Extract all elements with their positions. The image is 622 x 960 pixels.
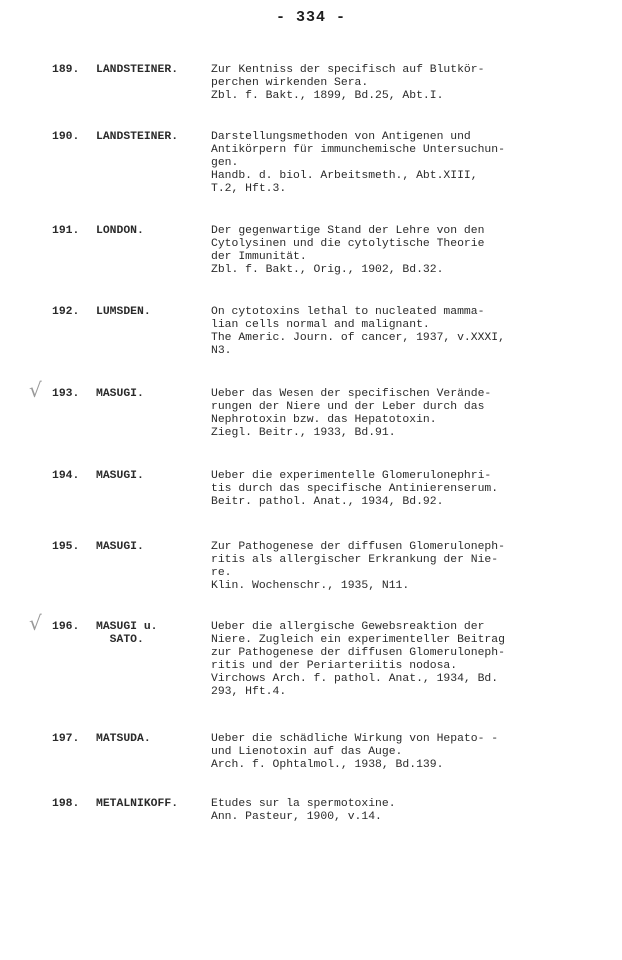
citation-line: Klin. Wochenschr., 1935, N11. bbox=[211, 580, 410, 592]
entry-citation bbox=[211, 621, 606, 699]
entry-citation bbox=[211, 541, 606, 593]
citation-line: Ziegl. Beitr., 1933, Bd.91. bbox=[211, 427, 396, 439]
citation-line: tis durch das specifische Antinierenserum. bbox=[211, 483, 499, 495]
entry-author: LUMSDEN. bbox=[96, 306, 151, 318]
entry-number: 198. bbox=[52, 798, 80, 810]
entry-citation bbox=[211, 306, 606, 358]
citation-line: Etudes sur la spermotoxine. bbox=[211, 798, 396, 810]
citation-line: lian cells normal and malignant. bbox=[211, 319, 430, 331]
citation-line: Ann. Pasteur, 1900, v.14. bbox=[211, 811, 382, 823]
entry-number: 195. bbox=[52, 541, 80, 553]
citation-line: The Americ. Journ. of cancer, 1937, v.XXXI, bbox=[211, 332, 505, 344]
entry-citation bbox=[211, 64, 606, 103]
entry-author: MASUGI. bbox=[96, 388, 144, 400]
entry-author: METALNIKOFF. bbox=[96, 798, 179, 810]
citation-line: Ueber die experimentelle Glomerulonephri- bbox=[211, 470, 492, 482]
citation-line: Arch. f. Ophtalmol., 1938, Bd.139. bbox=[211, 759, 444, 771]
citation-line: 293, Hft.4. bbox=[211, 686, 287, 698]
entry-author: LANDSTEINER. bbox=[96, 64, 179, 76]
entry-number: 193. bbox=[52, 388, 80, 400]
entry-author: MASUGI. bbox=[96, 541, 144, 553]
entry-citation bbox=[211, 225, 606, 277]
entry-author: MASUGI u. SATO. bbox=[96, 621, 158, 646]
citation-line: Zbl. f. Bakt., Orig., 1902, Bd.32. bbox=[211, 264, 444, 276]
citation-line: ritis und der Periarteriitis nodosa. bbox=[211, 660, 458, 672]
citation-line: T.2, Hft.3. bbox=[211, 183, 287, 195]
check-mark-icon: √ bbox=[29, 378, 42, 402]
entry-citation bbox=[211, 470, 606, 509]
citation-line: Ueber die allergische Gewebsreaktion der bbox=[211, 621, 485, 633]
entry-author: LONDON. bbox=[96, 225, 144, 237]
citation-line: On cytotoxins lethal to nucleated mamma- bbox=[211, 306, 485, 318]
entry-citation bbox=[211, 798, 606, 824]
citation-line: zur Pathogenese der diffusen Glomeruloneph- bbox=[211, 647, 505, 659]
citation-line: Niere. Zugleich ein experimenteller Beitrag bbox=[211, 634, 505, 646]
citation-line: Nephrotoxin bzw. das Hepatotoxin. bbox=[211, 414, 437, 426]
citation-line: Virchows Arch. f. pathol. Anat., 1934, Bd. bbox=[211, 673, 499, 685]
entry-author: LANDSTEINER. bbox=[96, 131, 179, 143]
entry-citation bbox=[211, 388, 606, 440]
citation-line: Zbl. f. Bakt., 1899, Bd.25, Abt.I. bbox=[211, 90, 444, 102]
citation-line: re. bbox=[211, 567, 232, 579]
citation-line: gen. bbox=[211, 157, 239, 169]
citation-line: Darstellungsmethoden von Antigenen und bbox=[211, 131, 471, 143]
entry-number: 191. bbox=[52, 225, 80, 237]
page-number: - 334 - bbox=[275, 9, 346, 26]
citation-line: perchen wirkenden Sera. bbox=[211, 77, 369, 89]
entry-number: 189. bbox=[52, 64, 80, 76]
citation-line: rungen der Niere und der Leber durch das bbox=[211, 401, 485, 413]
citation-line: ritis als allergischer Erkrankung der Nie- bbox=[211, 554, 499, 566]
entry-author: MASUGI. bbox=[96, 470, 144, 482]
entry-number: 196. bbox=[52, 621, 80, 633]
entry-number: 192. bbox=[52, 306, 80, 318]
citation-line: Ueber das Wesen der specifischen Verände- bbox=[211, 388, 492, 400]
citation-line: N3. bbox=[211, 345, 232, 357]
citation-line: Beitr. pathol. Anat., 1934, Bd.92. bbox=[211, 496, 444, 508]
citation-line: und Lienotoxin auf das Auge. bbox=[211, 746, 403, 758]
entry-author: MATSUDA. bbox=[96, 733, 151, 745]
citation-line: Antikörpern für immunchemische Untersuchun- bbox=[211, 144, 505, 156]
citation-line: Ueber die schädliche Wirkung von Hepato- - bbox=[211, 733, 499, 745]
entry-number: 194. bbox=[52, 470, 80, 482]
citation-line: Der gegenwartige Stand der Lehre von den bbox=[211, 225, 485, 237]
citation-line: Handb. d. biol. Arbeitsmeth., Abt.XIII, bbox=[211, 170, 478, 182]
entry-citation bbox=[211, 131, 606, 196]
entry-citation bbox=[211, 733, 606, 772]
citation-line: Cytolysinen und die cytolytische Theorie bbox=[211, 238, 485, 250]
entry-number: 197. bbox=[52, 733, 80, 745]
citation-line: Zur Pathogenese der diffusen Glomeruloneph- bbox=[211, 541, 505, 553]
citation-line: Zur Kentniss der specifisch auf Blutkör- bbox=[211, 64, 485, 76]
check-mark-icon: √ bbox=[29, 611, 42, 635]
citation-line: der Immunität. bbox=[211, 251, 307, 263]
entry-number: 190. bbox=[52, 131, 80, 143]
